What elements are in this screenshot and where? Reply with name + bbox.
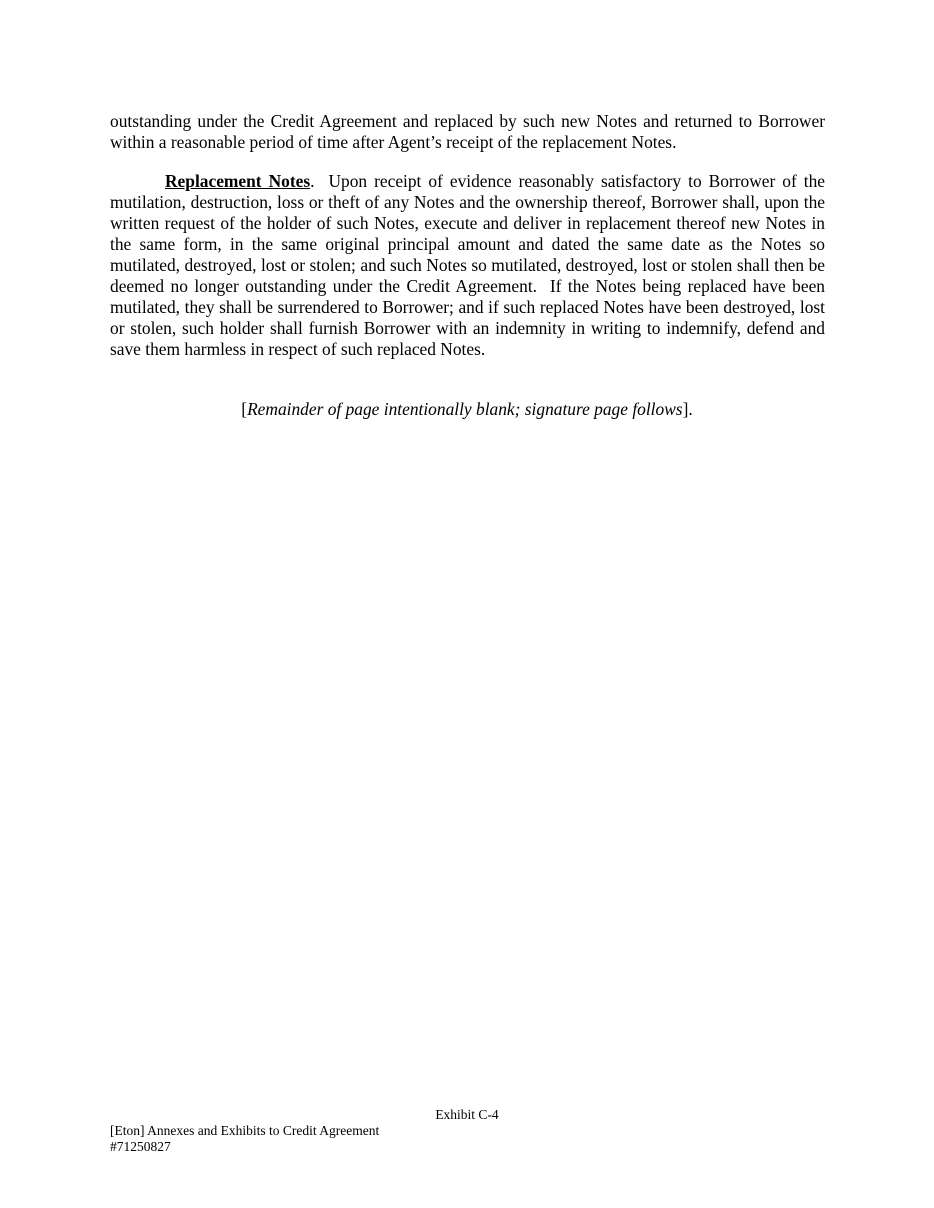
remainder-open-bracket: [ xyxy=(241,399,248,419)
remainder-text: Remainder of page intentionally blank; signature page follows xyxy=(247,399,683,419)
footer-exhibit-label: Exhibit C-4 xyxy=(435,1107,499,1122)
remainder-close-bracket: ]. xyxy=(682,399,693,419)
footer-document-title: [Eton] Annexes and Exhibits to Credit Agreement xyxy=(110,1123,380,1138)
paragraph-replacement-notes xyxy=(110,171,830,360)
section-heading-replacement-notes: Replacement Notes xyxy=(165,171,311,191)
footer-document-number: #71250827 xyxy=(110,1139,171,1154)
remainder-notice xyxy=(0,398,934,420)
heading-period: . xyxy=(310,171,315,191)
paragraph-continuation: outstanding under the Credit Agreement and replaced by such new Notes and returned to Borrower within a reasonable period of time after Agent’s receipt of the replacement Notes. xyxy=(110,111,825,152)
paragraph-body: Upon receipt of evidence reasonably satisfactory to Borrower of the mutilation, destruction, loss or theft of any Notes and the ownership thereof, Borrower shall, upon the written request of the holder of such Notes, execute and deliver in replacement thereof new Notes in the same form, in the same original principal amount and dated the same date as the Notes so mutilated, destroyed, lost or stolen; and such Notes so mutilated, destroyed, lost or stolen shall then be deemed no longer outstanding under the Credit Agreement. If the Notes being replaced have been mutilated, they shall be surrendered to Borrower; and if such replaced Notes have been destroyed, lost or stolen, such holder shall furnish Borrower with an indemnity in writing to indemnify, defend and save them harmless in respect of such replaced Notes. xyxy=(110,171,830,359)
